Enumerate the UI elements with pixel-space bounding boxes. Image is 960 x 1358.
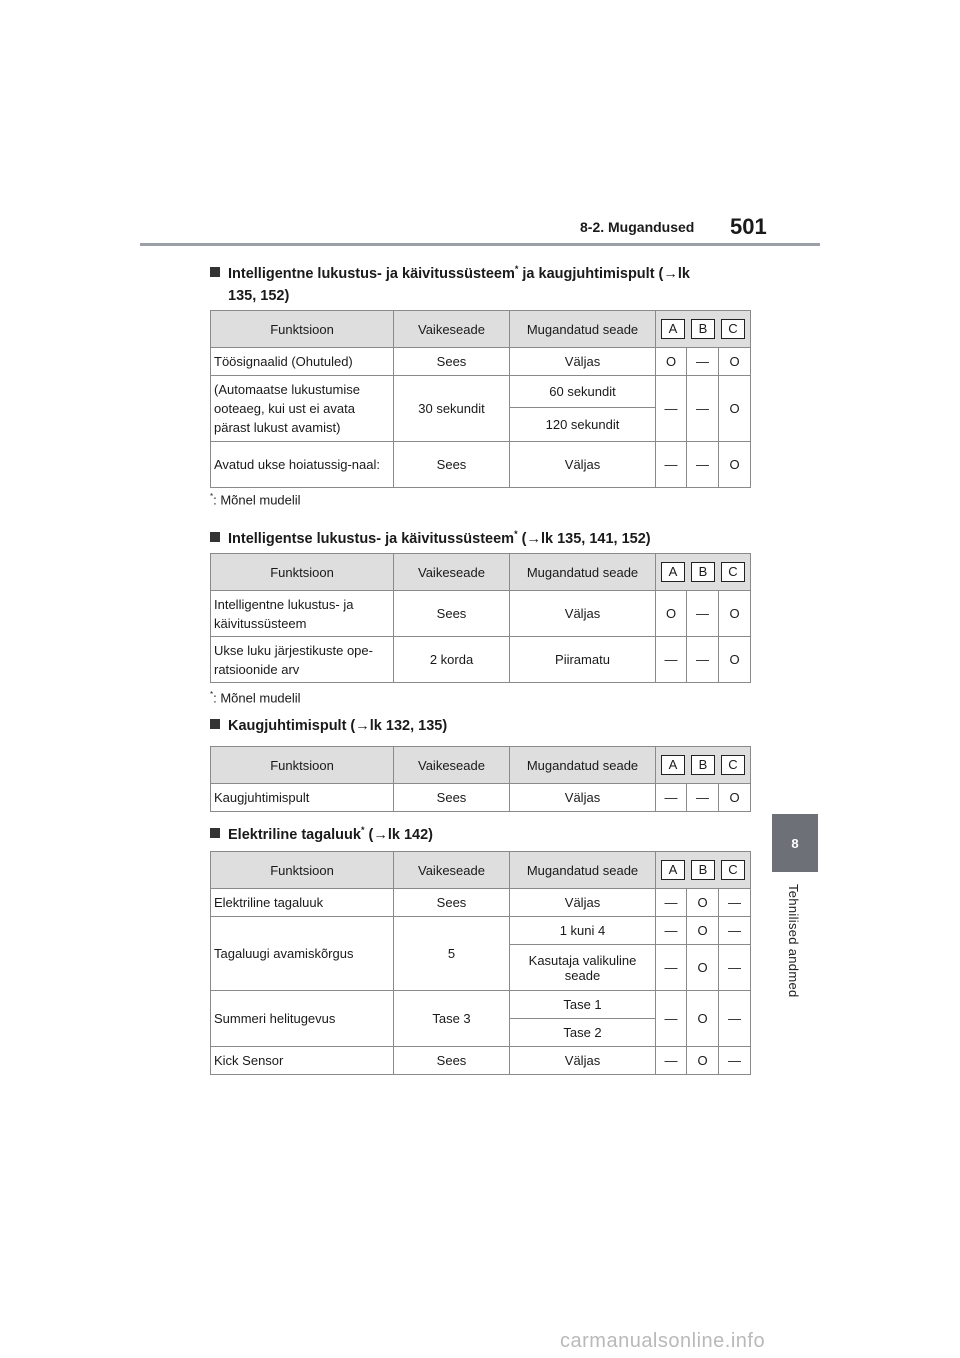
table-cell: — xyxy=(656,991,687,1047)
table-cell: Tase 1 xyxy=(510,991,656,1019)
text-fragment: * xyxy=(210,690,214,699)
column-key-label: A xyxy=(661,860,685,880)
text-fragment: → xyxy=(526,530,541,547)
table-cell: O xyxy=(719,637,751,683)
table-cell: — xyxy=(656,917,687,945)
table-cell: — xyxy=(656,889,687,917)
table-cell: — xyxy=(719,945,751,991)
table-cell: Tase 3 xyxy=(394,991,510,1047)
table-cell: 1 kuni 4 xyxy=(510,917,656,945)
table-cell: O xyxy=(687,889,719,917)
col-header-abc xyxy=(656,747,751,784)
table-cell: Väljas xyxy=(510,348,656,376)
col-header-abc xyxy=(656,852,751,889)
table-header-row xyxy=(211,747,751,784)
table-cell: — xyxy=(687,637,719,683)
column-key-label: B xyxy=(691,755,715,775)
col-header-abc xyxy=(656,554,751,591)
table-row xyxy=(211,1047,751,1075)
column-key-label: A xyxy=(661,319,685,339)
table-cell: Intelligentne lukustus- ja käivitussüsteem xyxy=(211,591,394,637)
chapter-label: Tehnilised andmed xyxy=(786,884,801,998)
square-bullet-icon xyxy=(210,719,220,729)
square-bullet-icon xyxy=(210,828,220,838)
footnote xyxy=(210,690,301,705)
column-key-label: C xyxy=(721,319,745,339)
table-cell: — xyxy=(719,917,751,945)
table-cell: O xyxy=(719,442,751,488)
table-cell: Avatud ukse hoiatussig-naal: xyxy=(211,442,394,488)
chapter-tab[interactable] xyxy=(772,814,818,872)
table-cell: 120 sekundit xyxy=(510,408,656,442)
col-header-function: Funktsioon xyxy=(211,747,394,784)
table-cell: — xyxy=(687,591,719,637)
table-cell: — xyxy=(656,376,687,442)
text-fragment: → xyxy=(373,826,388,843)
column-key-label: C xyxy=(721,860,745,880)
section-heading-2 xyxy=(210,523,651,550)
table-row xyxy=(211,376,751,408)
watermark: carmanualsonline.info xyxy=(560,1330,766,1352)
col-header-default: Vaikeseade xyxy=(394,852,510,889)
column-key-label: B xyxy=(691,562,715,582)
table-cell: Sees xyxy=(394,784,510,812)
table-row xyxy=(211,784,751,812)
page-number: 501 xyxy=(730,214,767,239)
table-cell: Sees xyxy=(394,348,510,376)
table-cell: — xyxy=(719,1047,751,1075)
col-header-default: Vaikeseade xyxy=(394,747,510,784)
text-fragment: Intelligentne lukustus- ja käivitussüsteem xyxy=(228,265,515,282)
settings-table-3 xyxy=(210,746,751,812)
text-fragment: lk xyxy=(677,265,690,282)
chapter-number: 8 xyxy=(791,836,799,851)
column-key-label: C xyxy=(721,562,745,582)
text-fragment: Elektriline tagaluuk xyxy=(228,826,361,843)
text-fragment: lk 132, 135) xyxy=(369,718,448,734)
table-cell: Elektriline tagaluuk xyxy=(211,889,394,917)
table-cell: — xyxy=(719,889,751,917)
settings-table-2 xyxy=(210,553,751,683)
header-divider xyxy=(140,243,820,246)
col-header-custom: Mugandatud seade xyxy=(510,852,656,889)
table-cell: O xyxy=(719,376,751,442)
column-key-label: B xyxy=(691,860,715,880)
table-cell: Töösignaalid (Ohutuled) xyxy=(211,348,394,376)
text-fragment: : Mõnel mudelil xyxy=(213,492,301,508)
text-fragment: * xyxy=(514,264,519,274)
section-title: 8-2. Mugandused xyxy=(580,219,695,235)
table-header-row xyxy=(211,554,751,591)
text-fragment: * xyxy=(514,529,518,539)
table-cell: 2 korda xyxy=(394,637,510,683)
table-cell: Väljas xyxy=(510,889,656,917)
settings-table-4 xyxy=(210,851,751,1075)
text-fragment: ja kaugjuhtimispult ( xyxy=(518,265,664,282)
column-key-label: B xyxy=(691,319,715,339)
table-cell: Tagaluugi avamiskõrgus xyxy=(211,917,394,991)
table-cell: Sees xyxy=(394,889,510,917)
table-cell: Tase 2 xyxy=(510,1019,656,1047)
table-cell: Väljas xyxy=(510,591,656,637)
table-row xyxy=(211,591,751,637)
table-row xyxy=(211,348,751,376)
table-header-row xyxy=(211,311,751,348)
table-cell: Sees xyxy=(394,591,510,637)
table-header-row xyxy=(211,852,751,889)
column-key-label: A xyxy=(661,755,685,775)
table-cell: Summeri helitugevus xyxy=(211,991,394,1047)
table-cell: Kaugjuhtimispult xyxy=(211,784,394,812)
section-heading-4 xyxy=(210,819,433,846)
col-header-abc xyxy=(656,311,751,348)
table-cell: Piiramatu xyxy=(510,637,656,683)
text-fragment: lk 142) xyxy=(387,826,433,843)
col-header-default: Vaikeseade xyxy=(394,554,510,591)
table-cell: — xyxy=(656,945,687,991)
text-fragment: Intelligentse lukustus- ja käivitussüsteem xyxy=(228,530,515,547)
text-fragment: → xyxy=(663,265,678,282)
table-cell: Väljas xyxy=(510,784,656,812)
table-row xyxy=(211,442,751,488)
text-fragment: : Mõnel mudelil xyxy=(213,690,301,706)
section-heading-3 xyxy=(210,715,447,737)
table-cell: Väljas xyxy=(510,442,656,488)
section-heading-1 xyxy=(210,258,690,307)
table-cell: Sees xyxy=(394,1047,510,1075)
table-cell: — xyxy=(656,784,687,812)
text-fragment: 135, 152) xyxy=(228,287,290,304)
table-cell: O xyxy=(719,784,751,812)
column-key-label: A xyxy=(661,562,685,582)
text-fragment: lk 135, 141, 152) xyxy=(540,530,651,547)
table-cell: 60 sekundit xyxy=(510,376,656,408)
table-cell: — xyxy=(656,1047,687,1075)
table-cell: — xyxy=(687,442,719,488)
text-fragment: * xyxy=(210,492,214,501)
col-header-custom: Mugandatud seade xyxy=(510,747,656,784)
table-cell: O xyxy=(656,348,687,376)
table-cell: Kick Sensor xyxy=(211,1047,394,1075)
text-fragment: → xyxy=(355,718,370,734)
table-cell: — xyxy=(687,348,719,376)
table-cell: O xyxy=(687,917,719,945)
col-header-function: Funktsioon xyxy=(211,311,394,348)
table-cell: 5 xyxy=(394,917,510,991)
table-cell: — xyxy=(687,784,719,812)
table-cell: O xyxy=(719,348,751,376)
table-cell: Sees xyxy=(394,442,510,488)
table-cell: — xyxy=(656,637,687,683)
column-key-label: C xyxy=(721,755,745,775)
table-row xyxy=(211,917,751,945)
settings-table-1 xyxy=(210,310,751,488)
table-cell: Kasutaja valikuline seade xyxy=(510,945,656,991)
table-cell: Väljas xyxy=(510,1047,656,1075)
table-cell: O xyxy=(687,991,719,1047)
col-header-custom: Mugandatud seade xyxy=(510,554,656,591)
footnote xyxy=(210,492,301,507)
table-cell: — xyxy=(656,442,687,488)
text-fragment: * xyxy=(360,825,365,835)
col-header-function: Funktsioon xyxy=(211,554,394,591)
table-cell: — xyxy=(719,991,751,1047)
table-cell: — xyxy=(687,376,719,442)
col-header-default: Vaikeseade xyxy=(394,311,510,348)
table-cell: 30 sekundit xyxy=(394,376,510,442)
text-fragment: ( xyxy=(517,530,527,547)
table-cell: O xyxy=(687,1047,719,1075)
col-header-function: Funktsioon xyxy=(211,852,394,889)
table-row xyxy=(211,889,751,917)
table-cell: O xyxy=(687,945,719,991)
table-cell: Ukse luku järjestikuste ope-ratsioonide arv xyxy=(211,637,394,683)
col-header-custom: Mugandatud seade xyxy=(510,311,656,348)
text-fragment: Kaugjuhtimispult ( xyxy=(228,718,356,734)
text-fragment: ( xyxy=(364,826,374,843)
table-cell: O xyxy=(656,591,687,637)
table-row xyxy=(211,991,751,1019)
table-cell: O xyxy=(719,591,751,637)
table-cell: (Automaatse lukustumise ooteaeg, kui ust ei avata pärast lukust avamist) xyxy=(211,376,394,442)
table-row xyxy=(211,637,751,683)
square-bullet-icon xyxy=(210,267,220,277)
square-bullet-icon xyxy=(210,532,220,542)
